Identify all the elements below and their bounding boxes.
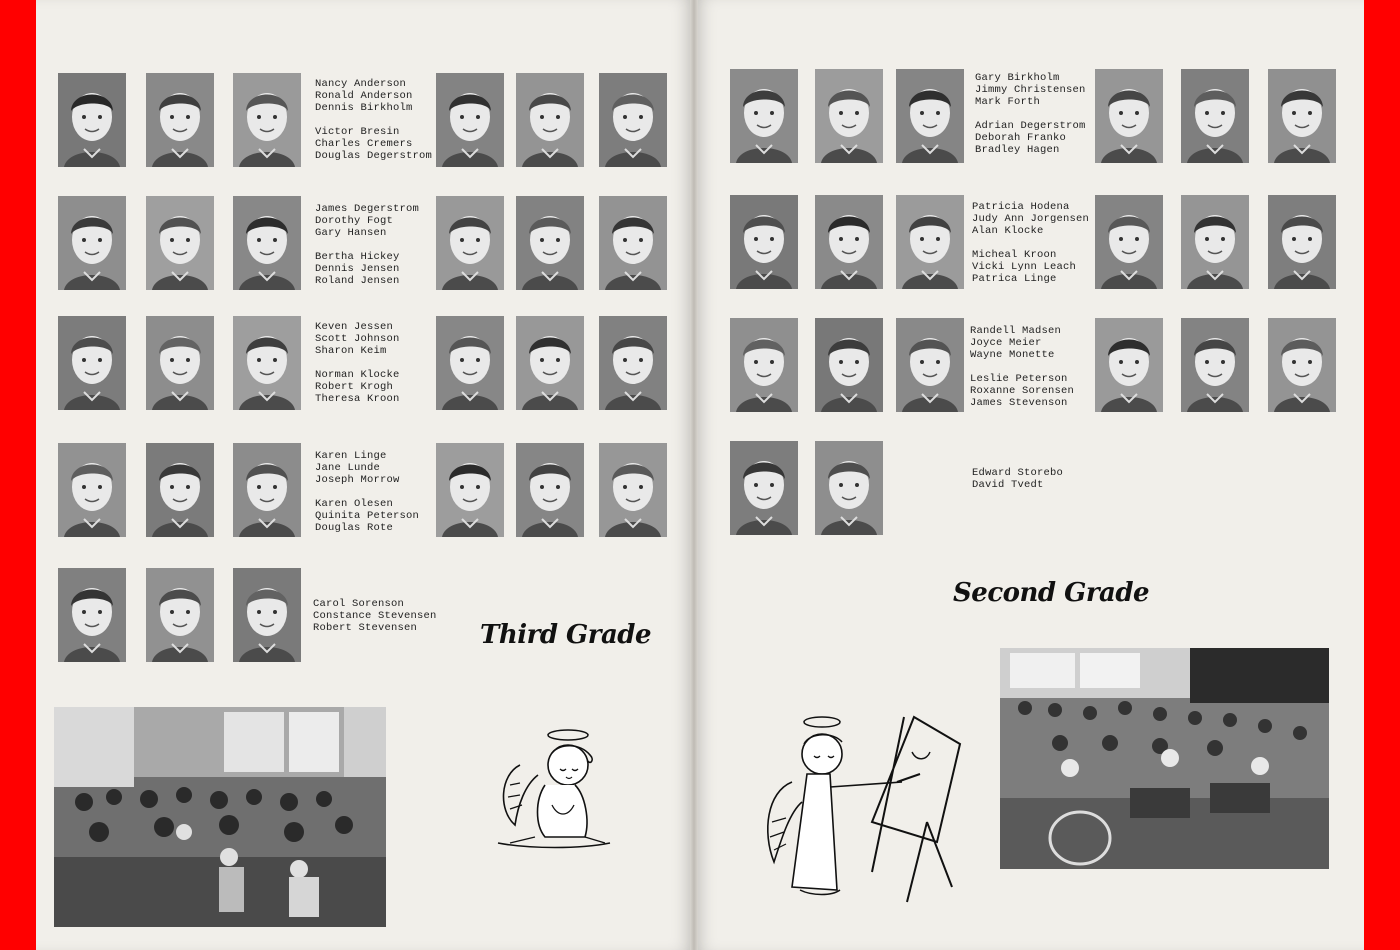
second-grade-class-photo bbox=[1000, 648, 1329, 869]
student-name: Deborah Franko bbox=[975, 132, 1067, 144]
student-portrait bbox=[1095, 195, 1163, 289]
student-name: Nancy Anderson bbox=[315, 78, 407, 90]
student-name: Ronald Anderson bbox=[315, 90, 413, 102]
student-portrait bbox=[146, 196, 214, 290]
student-name: Karen Linge bbox=[315, 450, 387, 462]
student-name: Patricia Hodena bbox=[972, 201, 1070, 213]
third-grade-title: Third Grade bbox=[480, 620, 652, 650]
student-portrait bbox=[896, 318, 964, 412]
student-portrait bbox=[1181, 195, 1249, 289]
student-name: Joyce Meier bbox=[970, 337, 1042, 349]
student-portrait bbox=[1268, 318, 1336, 412]
student-portrait bbox=[233, 568, 301, 662]
student-name: Norman Klocke bbox=[315, 369, 400, 381]
student-name: Theresa Kroon bbox=[315, 393, 400, 405]
student-name: James Stevenson bbox=[970, 397, 1068, 409]
student-portrait bbox=[146, 443, 214, 537]
student-portrait bbox=[516, 73, 584, 167]
student-name: Dennis Birkholm bbox=[315, 102, 413, 114]
student-name: Gary Birkholm bbox=[975, 72, 1060, 84]
student-portrait bbox=[233, 73, 301, 167]
student-portrait bbox=[58, 316, 126, 410]
student-name: Gary Hansen bbox=[315, 227, 387, 239]
student-portrait bbox=[516, 196, 584, 290]
second-grade-names-row-1 bbox=[975, 72, 1086, 156]
student-portrait bbox=[516, 443, 584, 537]
student-name: Charles Cremers bbox=[315, 138, 413, 150]
student-portrait bbox=[1181, 318, 1249, 412]
third-grade-class-photo bbox=[54, 707, 386, 927]
student-portrait bbox=[896, 195, 964, 289]
student-portrait bbox=[516, 316, 584, 410]
student-name: Victor Bresin bbox=[315, 126, 400, 138]
student-portrait bbox=[58, 568, 126, 662]
student-name: Robert Krogh bbox=[315, 381, 394, 393]
student-portrait bbox=[436, 196, 504, 290]
student-name: Bradley Hagen bbox=[975, 144, 1060, 156]
student-name: Alan Klocke bbox=[972, 225, 1044, 237]
student-portrait bbox=[1095, 69, 1163, 163]
student-name: Edward Storebo bbox=[972, 467, 1064, 479]
student-name: Leslie Peterson bbox=[970, 373, 1068, 385]
student-name: Micheal Kroon bbox=[972, 249, 1057, 261]
third-grade-names-row-5 bbox=[313, 598, 437, 634]
student-name: Keven Jessen bbox=[315, 321, 394, 333]
student-portrait bbox=[1268, 195, 1336, 289]
student-name: Quinita Peterson bbox=[315, 510, 420, 522]
student-name: Adrian Degerstrom bbox=[975, 120, 1086, 132]
student-name: Scott Johnson bbox=[315, 333, 400, 345]
third-grade-names-row-3 bbox=[315, 321, 400, 405]
student-portrait bbox=[58, 196, 126, 290]
angel-painting-drawing bbox=[752, 712, 962, 907]
student-name: Sharon Keim bbox=[315, 345, 387, 357]
student-name: Mark Forth bbox=[975, 96, 1041, 108]
student-portrait bbox=[58, 73, 126, 167]
student-portrait bbox=[1095, 318, 1163, 412]
student-portrait bbox=[815, 318, 883, 412]
student-portrait bbox=[730, 441, 798, 535]
student-portrait bbox=[815, 441, 883, 535]
angel-kneeling-drawing bbox=[490, 725, 612, 853]
student-name: Jane Lunde bbox=[315, 462, 381, 474]
student-portrait bbox=[599, 73, 667, 167]
student-portrait bbox=[599, 196, 667, 290]
student-name: Douglas Degerstrom bbox=[315, 150, 433, 162]
student-portrait bbox=[1181, 69, 1249, 163]
student-portrait bbox=[815, 69, 883, 163]
student-portrait bbox=[599, 443, 667, 537]
student-portrait bbox=[146, 73, 214, 167]
third-grade-names-row-1 bbox=[315, 78, 432, 162]
student-portrait bbox=[233, 316, 301, 410]
second-grade-title: Second Grade bbox=[953, 578, 1150, 608]
student-portrait bbox=[730, 318, 798, 412]
student-portrait bbox=[599, 316, 667, 410]
student-name: Randell Madsen bbox=[970, 325, 1062, 337]
student-name: Joseph Morrow bbox=[315, 474, 400, 486]
student-name: Douglas Rote bbox=[315, 522, 394, 534]
student-portrait bbox=[233, 443, 301, 537]
student-portrait bbox=[233, 196, 301, 290]
student-portrait bbox=[58, 443, 126, 537]
student-portrait bbox=[146, 568, 214, 662]
student-name: David Tvedt bbox=[972, 479, 1044, 491]
student-portrait bbox=[730, 195, 798, 289]
student-portrait bbox=[815, 195, 883, 289]
student-name: Constance Stevensen bbox=[313, 610, 437, 622]
student-name: Roland Jensen bbox=[315, 275, 400, 287]
student-name: Dorothy Fogt bbox=[315, 215, 394, 227]
second-grade-names-row-3 bbox=[970, 325, 1074, 409]
third-grade-names-row-2 bbox=[315, 203, 419, 287]
student-name: Robert Stevensen bbox=[313, 622, 418, 634]
student-name: Wayne Monette bbox=[970, 349, 1055, 361]
student-name: Bertha Hickey bbox=[315, 251, 400, 263]
student-portrait bbox=[436, 316, 504, 410]
student-name: Roxanne Sorensen bbox=[970, 385, 1075, 397]
third-grade-names-row-4 bbox=[315, 450, 419, 534]
student-portrait bbox=[436, 73, 504, 167]
second-grade-names-row-4 bbox=[972, 467, 1063, 491]
student-portrait bbox=[1268, 69, 1336, 163]
student-name: Jimmy Christensen bbox=[975, 84, 1086, 96]
page-gutter bbox=[690, 0, 698, 950]
student-portrait bbox=[436, 443, 504, 537]
student-portrait bbox=[896, 69, 964, 163]
student-name: Patrica Linge bbox=[972, 273, 1057, 285]
student-name: James Degerstrom bbox=[315, 203, 420, 215]
student-name: Carol Sorenson bbox=[313, 598, 405, 610]
student-name: Karen Olesen bbox=[315, 498, 394, 510]
student-name: Vicki Lynn Leach bbox=[972, 261, 1077, 273]
student-name: Judy Ann Jorgensen bbox=[972, 213, 1090, 225]
student-portrait bbox=[730, 69, 798, 163]
second-grade-names-row-2 bbox=[972, 201, 1089, 285]
student-name: Dennis Jensen bbox=[315, 263, 400, 275]
student-portrait bbox=[146, 316, 214, 410]
